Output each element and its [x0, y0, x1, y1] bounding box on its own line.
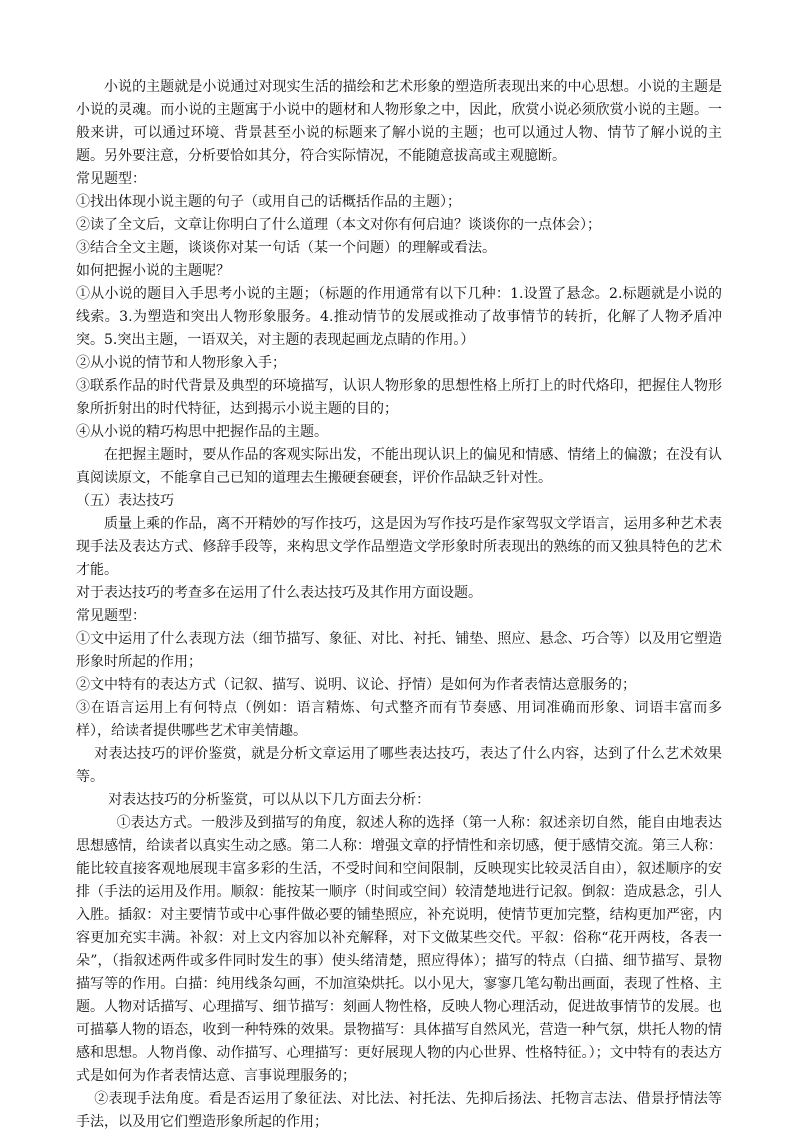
grasp-theme-item-1: ①从小说的题目入手思考小说的主题；（标题的作用通常有以下几种：1.设置了悬念。2.标题就是小说的线索。3.为塑造和突出人物形象服务。4.推动情节的发展或推动了故事情节的转折，化解了人物矛盾冲突。5.突出主题，一语双关，对主题的表现起画龙点睛的作用。）: [76, 286, 722, 348]
question-types-heading: 常见题型：: [76, 171, 146, 187]
grasp-theme-item-4: ④从小说的精巧构思中把握作品的主题。: [76, 424, 328, 440]
skills-exam-note: 对于表达技巧的考查多在运用了什么表达技巧及其作用方面设题。: [76, 585, 482, 601]
question-type-item-2: ②读了全文后，文章让你明白了什么道理（本文对你有何启迪？谈谈你的一点体会）；: [76, 217, 601, 233]
skills-intro-paragraph: 质量上乘的作品，离不开精妙的写作技巧，这是因为写作技巧是作家驾驭文学语言，运用多种艺术表现手法及表达方式、修辞手段等，来构思文学作品塑造文学形象时所表现出的熟练的而又独具特色的艺术才能。: [76, 516, 722, 578]
skills-question-item-2: ②文中特有的表达方式（记叙、描写、说明、议论、抒情）是如何为作者表情达意服务的；: [76, 677, 636, 693]
skills-question-item-3: ③在语言运用上有何特点（例如：语言精炼、句式整齐而有节奏感、用词准确而形象、词语丰富而多样），给读者提供哪些艺术审美情趣。: [76, 700, 722, 739]
question-type-item-1: ①找出体现小说主题的句子（或用自己的话概括作品的主题）；: [76, 194, 461, 210]
grasp-theme-item-3: ③联系作品的时代背景及典型的环境描写，认识人物形象的思想性格上所打上的时代烙印，把握住人物形象所折射出的时代特征，达到揭示小说主题的目的；: [76, 378, 722, 417]
theme-caution-paragraph: 在把握主题时，要从作品的客观实际出发，不能出现认识上的偏见和情感、情绪上的偏激；在没有认真阅读原文，不能拿自己已知的道理去生搬硬套硬套，评价作品缺乏针对性。: [76, 447, 722, 486]
theme-intro-paragraph: 小说的主题就是小说通过对现实生活的描绘和艺术形象的塑造所表现出来的中心思想。小说的主题是小说的灵魂。而小说的主题寓于小说中的题材和人物形象之中，因此，欣赏小说必须欣赏小说的主题。一般来讲，可以通过环境、背景甚至小说的标题来了解小说的主题；也可以通过人物、情节了解小说的主题。另外要注意，分析要恰如其分，符合实际情况，不能随意拔高或主观臆断。: [76, 79, 722, 164]
technique-angle-paragraph: ②表现手法角度。看是否运用了象征法、对比法、衬托法、先抑后扬法、托物言志法、借景抒情法等手法，以及用它们塑造形象所起的作用；: [76, 1091, 722, 1130]
section-heading-expression-skills: （五）表达技巧: [76, 493, 174, 509]
question-type-item-3: ③结合全文主题，谈谈你对某一句话（某一个问题）的理解或看法。: [76, 240, 496, 256]
skills-analysis-intro: 对表达技巧的分析鉴赏，可以从以下几方面去分析：: [108, 792, 431, 808]
skills-question-item-1: ①文中运用了什么表现方法（细节描写、象征、对比、衬托、铺垫、照应、悬念、巧合等）以及用它塑造形象时所起的作用；: [76, 631, 722, 670]
grasp-theme-item-2: ②从小说的情节和人物形象入手；: [76, 355, 286, 371]
skills-evaluation-paragraph: 对表达技巧的评价鉴赏，就是分析文章运用了哪些表达技巧，表达了什么内容，达到了什么艺术效果等。: [76, 746, 722, 785]
question-types-heading-2: 常见题型：: [76, 608, 146, 624]
document-page: [76, 76, 722, 1134]
expression-method-paragraph: ①表达方式。一般涉及到描写的角度，叙述人称的选择（第一人称：叙述亲切自然，能自由地表达思想感情，给读者以真实生动之感。第二人称：增强文章的抒情性和亲切感，便于感情交流。第三人称：能比较直接客观地展现丰富多彩的生活，不受时间和空间限制，反映现实比较灵活自由），叙述顺序的安排（手法的运用及作用。顺叙：能按某一顺序（时间或空间）较清楚地进行记叙。倒叙：造成悬念，引人入胜。插叙：对主要情节或中心事件做必要的铺垫照应，补充说明，使情节更加完整，结构更加严密，内容更加充实丰满。补叙：对上文内容加以补充解释，对下文做某些交代。平叙：俗称“花开两枝，各表一朵”，（指叙述两件或多件同时发生的事）使头绪清楚，照应得体）；描写的特点（白描、细节描写、景物描写等的作用。白描：纯用线条勾画，不加渲染烘托。以小见大，寥寥几笔勾勒出画面，表现了性格、主题。人物对话描写、心理描写、细节描写：刻画人物性格，反映人物心理活动，促进故事情节的发展。也可描摹人物的语态，收到一种特殊的效果。景物描写：具体描写自然风光，营造一种气氛，烘托人物的情感和思想。人物肖像、动作描写、心理描写：更好展现人物的内心世界、性格特征。）；文中特有的表达方式是如何为作者表情达意、言事说理服务的；: [76, 815, 722, 1084]
grasp-theme-heading: 如何把握小说的主题呢？: [76, 263, 230, 279]
